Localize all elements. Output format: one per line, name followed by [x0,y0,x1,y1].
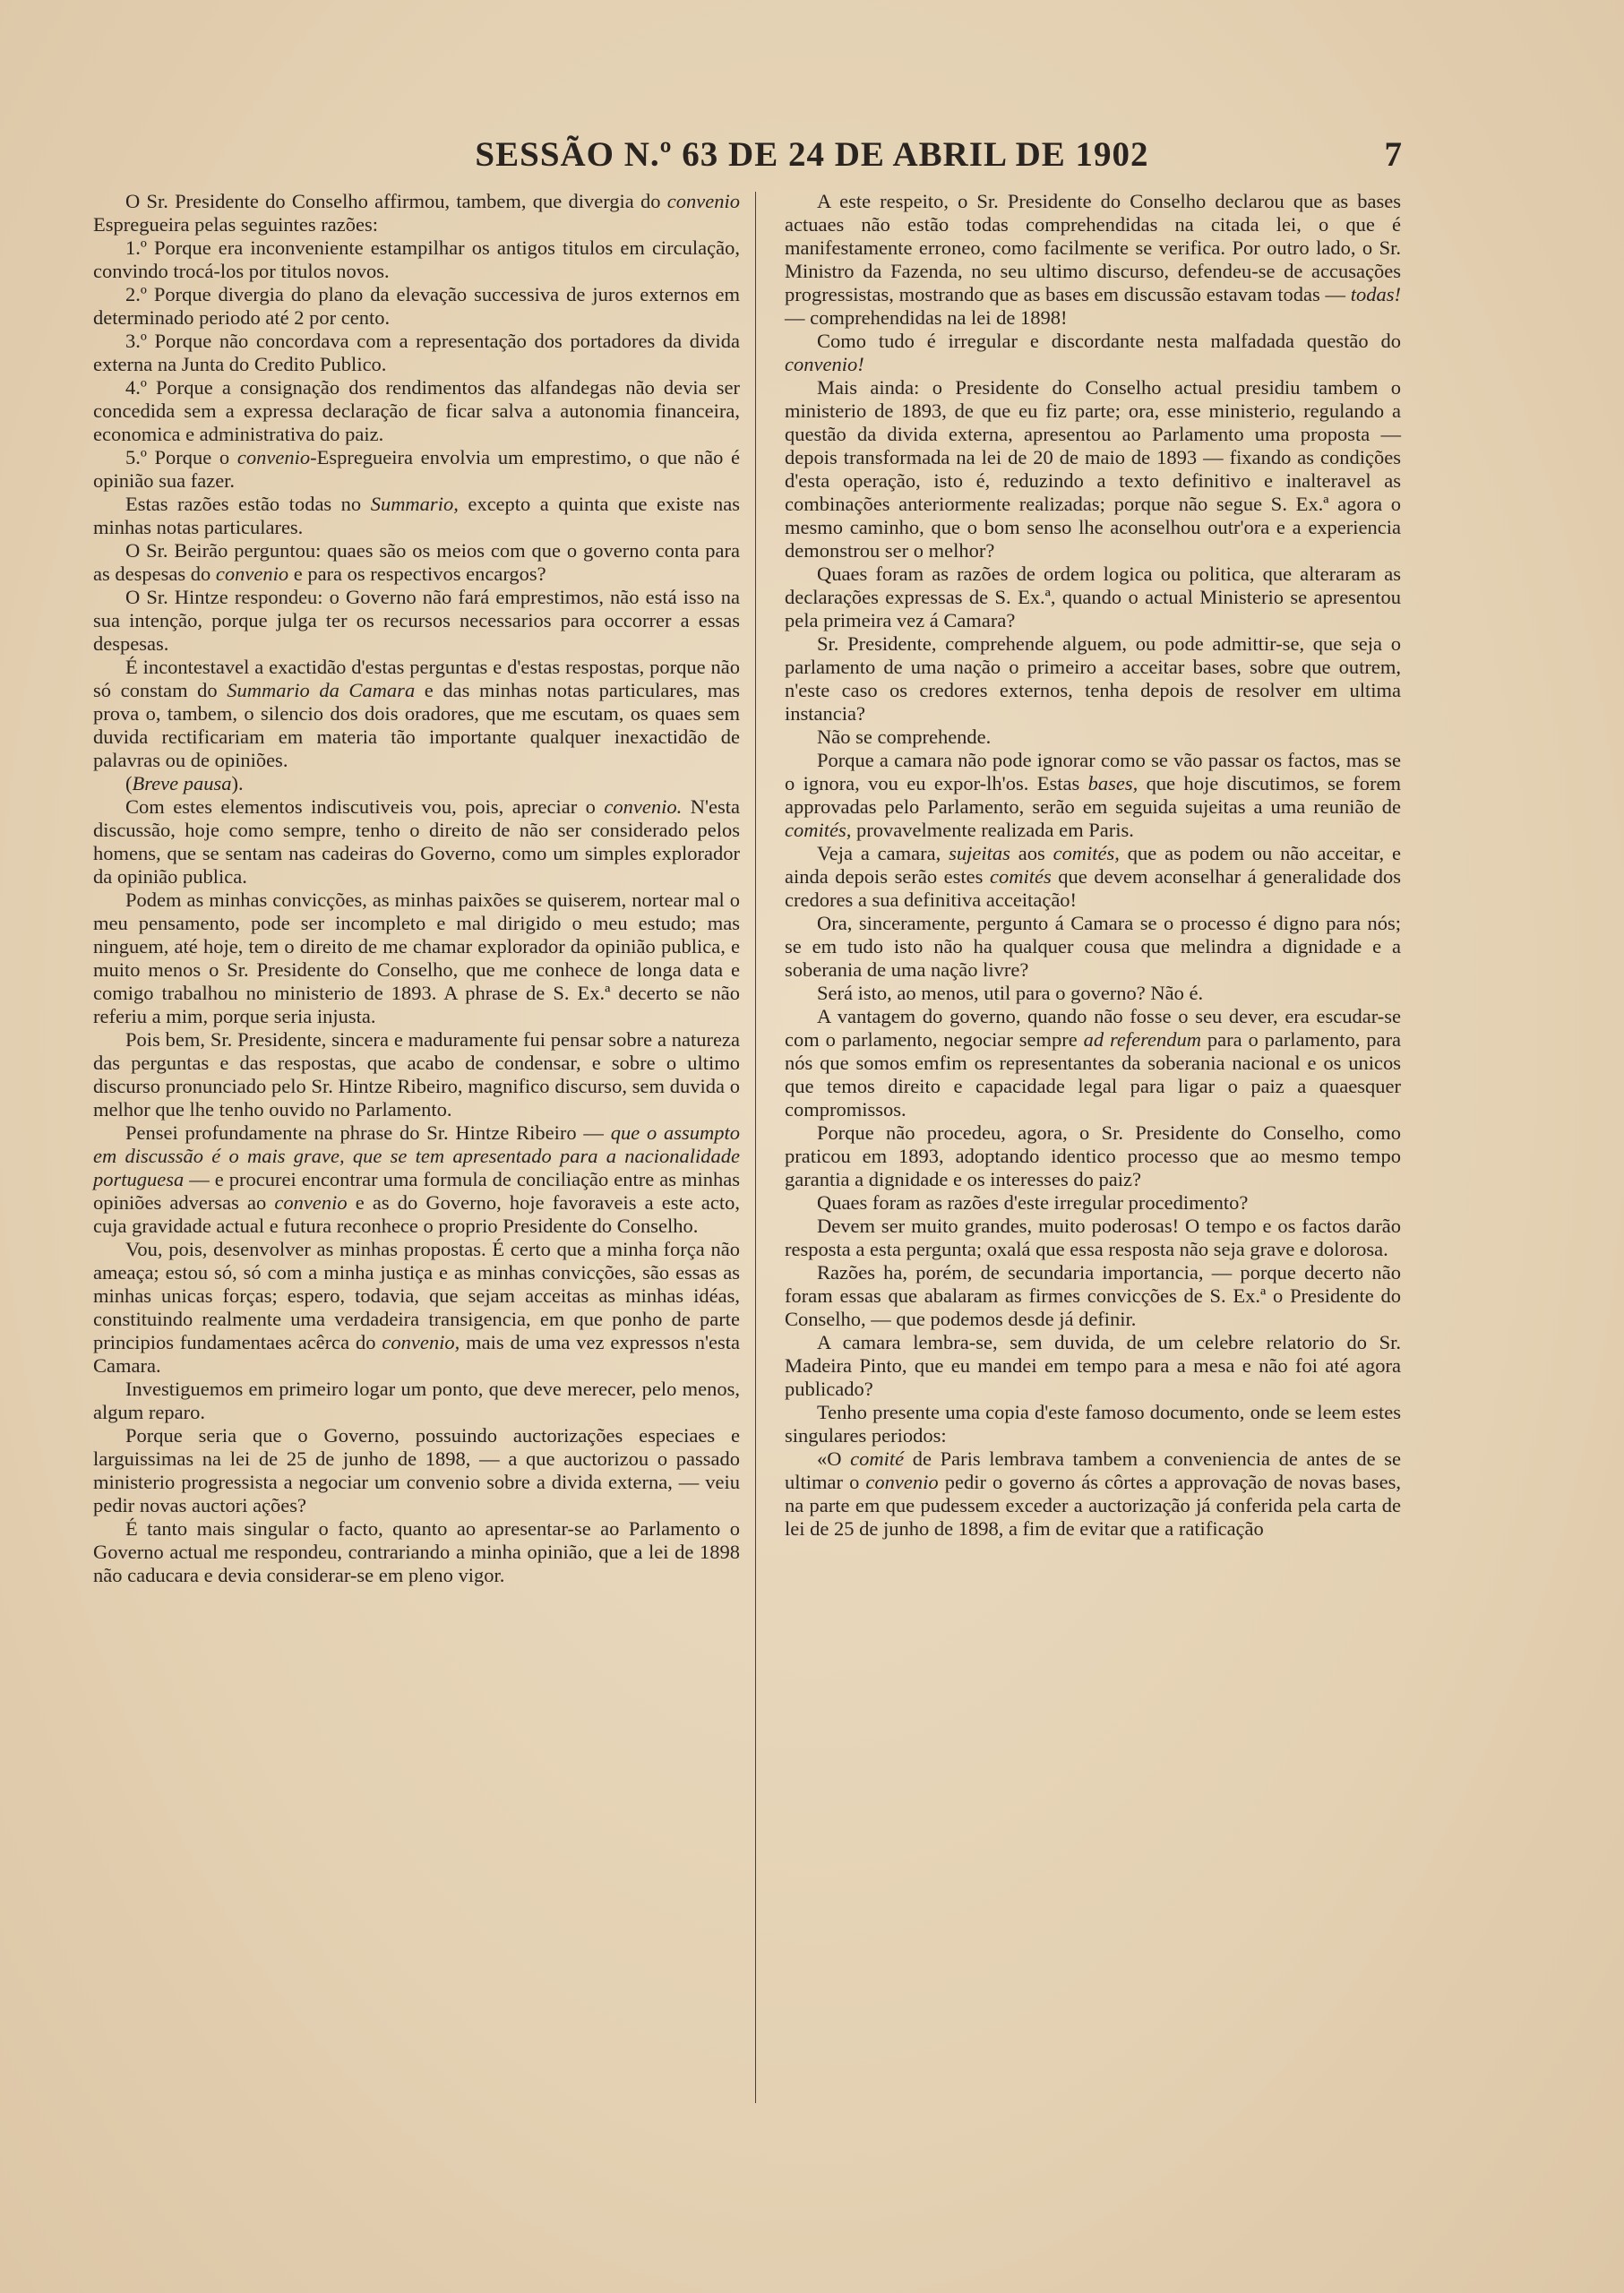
paragraph: Veja a camara, sujeitas aos comités, que as podem ou não acceitar, e ainda depois serão estes comités que devem aconselhar á generalidade dos credores a sua definitiva acceitação! [785,842,1401,911]
paragraph: A camara lembra-se, sem duvida, de um celebre relatorio do Sr. Madeira Pinto, que eu mandei em tempo para a mesa e não foi até agora publicado? [785,1331,1401,1400]
page-number: 7 [1384,135,1402,174]
paragraph: Ora, sinceramente, pergunto á Camara se o processo é digno para nós; se em tudo isto não ha qualquer cousa que melindra a dignidade e a soberania de uma nação livre? [785,912,1401,981]
paragraph: Devem ser muito grandes, muito poderosas! O tempo e os factos darão resposta a esta pergunta; oxalá que essa resposta não seja grave e dolorosa. [785,1215,1401,1260]
paragraph: Pensei profundamente na phrase do Sr. Hintze Ribeiro — que o assumpto em discussão é o mais grave, que se tem apresentado para a nacionalidade portuguesa — e procurei encontrar uma formula de conciliação entre as minhas opiniões adversas ao convenio e as do Governo, hoje favoraveis a este acto, cuja gravidade actual e futura reconhece o proprio Presidente do Conselho. [93,1121,740,1237]
paragraph: É incontestavel a exactidão d'estas perguntas e d'estas respostas, porque não só constam do Summario da Camara e das minhas notas particulares, mas prova o, tambem, o silencio dos dois oradores, que me escutam, os quaes sem duvida rectificariam em materia tão importante qualquer inexactidão de palavras ou de opiniões. [93,656,740,771]
paragraph: Quaes foram as razões d'este irregular procedimento? [817,1191,1249,1214]
paragraph: É tanto mais singular o facto, quanto ao apresentar-se ao Parlamento o Governo actual me respondeu, contrariando a minha opinião, que a lei de 1898 não caducara e devia considerar-se em pleno vigor. [93,1517,740,1586]
paragraph: Quaes foram as razões de ordem logica ou politica, que alteraram as declarações expressas de S. Ex.ª, quando o actual Ministerio se apresentou pela primeira vez á Camara? [785,563,1401,631]
session-title: SESSÃO N.º 63 DE 24 DE ABRIL DE 1902 [475,135,1149,174]
paragraph: 2.º Porque divergia do plano da elevação successiva de juros externos em determinado periodo até 2 por cento. [93,283,740,329]
page-header [0,134,1624,188]
paragraph: «O comité de Paris lembrava tambem a conveniencia de antes de se ultimar o convenio pedir o governo ás côrtes a approvação de novas bases, na parte em que pudessem exceder a auctorização já conferida pela carta de lei de 25 de junho de 1898, a fim de evitar que a ratificação [785,1447,1401,1540]
paragraph: 4.º Porque a consignação dos rendimentos das alfandegas não devia ser concedida sem a expressa declaração de ficar salva a autonomia financeira, economica e administrativa do paiz. [93,376,740,445]
paragraph: Mais ainda: o Presidente do Conselho actual presidiu tambem o ministerio de 1893, de que eu fiz parte; ora, esse ministerio, regulando a questão da divida externa, apresentou ao Parlamento uma proposta — depois transformada na lei de 20 de maio de 1893 — fixando as condições d'esta operação, isto é, reduzindo a texto definitivo e inalteravel as combinações anteriormente realizadas; porque não segue S. Ex.ª agora o mesmo caminho, que o bom senso lhe aconselhou outr'ora e a experiencia demonstrou ser o melhor? [785,376,1401,562]
paragraph: Razões ha, porém, de secundaria importancia, — porque decerto não foram essas que abalaram as firmes convicções de S. Ex.ª o Presidente do Conselho, — que podemos desde já definir. [785,1261,1401,1330]
paragraph: O Sr. Beirão perguntou: quaes são os meios com que o governo conta para as despesas do convenio e para os respectivos encargos? [93,539,740,585]
paragraph: Sr. Presidente, comprehende alguem, ou pode admittir-se, que seja o parlamento de uma nação o primeiro a acceitar bases, sobre que outrem, n'este caso os credores externos, tenha depois de resolver em ultima instancia? [785,632,1401,725]
paragraph: Porque não procedeu, agora, o Sr. Presidente do Conselho, como praticou em 1893, adoptando identico processo que ao mesmo tempo garantia a dignidade e os interesses do paiz? [785,1121,1401,1190]
paragraph: Vou, pois, desenvolver as minhas propostas. É certo que a minha força não ameaça; estou só, só com a minha justiça e as minhas convicções, são essas as minhas unicas forças; espero, todavia, que sejam acceitas as minhas idéas, constituindo realmente uma verdadeira transigencia, em que ponho de parte principios fundamentaes acêrca do convenio, mais de uma vez expressos n'esta Camara. [93,1238,740,1377]
paragraph: Podem as minhas convicções, as minhas paixões se quiserem, nortear mal o meu pensamento, pode ser incompleto e mal dirigido o meu estudo; mas ninguem, até hoje, tem o direito de me chamar explorador da opinião publica, e muito menos o Sr. Presidente do Conselho, que me conhece de longa data e comigo trabalhou no ministerio de 1893. A phrase de S. Ex.ª decerto se não referiu a mim, porque seria injusta. [93,889,740,1027]
paragraph: A este respeito, o Sr. Presidente do Conselho declarou que as bases actuaes não estão todas comprehendidas na citada lei, o que é manifestamente erroneo, como facilmente se verifica. Por outro lado, o Sr. Ministro da Fazenda, no seu ultimo discurso, defendeu-se de accusações progressistas, mostrando que as bases em discussão estavam todas — todas! — comprehendidas na lei de 1898! [785,190,1401,329]
paragraph: Tenho presente uma copia d'este famoso documento, onde se leem estes singulares periodos: [785,1401,1401,1447]
paragraph: Com estes elementos indiscutiveis vou, pois, apreciar o convenio. N'esta discussão, hoje como sempre, tenho o direito de não ser considerado pelos homens, que se sentam nas cadeiras do Governo, como um simples explorador da opinião publica. [93,795,740,888]
paragraph: 3.º Porque não concordava com a representação dos portadores da divida externa na Junta do Credito Publico. [93,330,740,375]
paragraph: (Breve pausa). [125,772,244,794]
paragraph: 5.º Porque o convenio-Espregueira envolvia um emprestimo, o que não é opinião sua fazer. [93,446,740,492]
paragraph: Porque a camara não pode ignorar como se vão passar os factos, mas se o ignora, vou eu expor-lh'os. Estas bases, que hoje discutimos, se forem approvadas pelo Parlamento, serão em seguida sujeitas a uma reunião de comités, provavelmente realizada em Paris. [785,749,1402,841]
paragraph: A vantagem do governo, quando não fosse o seu dever, era escudar-se com o parlamento, negociar sempre ad referendum para o parlamento, para nós que somos emfim os representantes da soberania nacional e os unicos que temos direito e capacidade legal para ligar o paiz a quaesquer compromissos. [785,1005,1401,1121]
paragraph: Será isto, ao menos, util para o governo? Não é. [817,982,1204,1004]
paragraph: Como tudo é irregular e discordante nesta malfadada questão do convenio! [785,330,1401,375]
paragraph: Estas razões estão todas no Summario, excepto a quinta que existe nas minhas notas particulares. [93,493,740,538]
paragraph: O Sr. Hintze respondeu: o Governo não fará emprestimos, não está isso na sua intenção, porque julga ter os recursos necessarios para occorrer a essas despesas. [93,586,740,655]
paragraph: O Sr. Presidente do Conselho affirmou, tambem, que divergia do convenio Espregueira pelas seguintes razões: [93,190,740,236]
paragraph: Investiguemos em primeiro logar um ponto, que deve merecer, pelo menos, algum reparo. [93,1378,740,1423]
right-column [785,190,1401,1541]
paragraph: Não se comprehende. [817,726,992,748]
paragraph: Porque seria que o Governo, possuindo auctorizações especiaes e larguissimas na lei de 25 de junho de 1898, — a que auctorizou o passado ministerio progressista a negociar um convenio sobre a divida externa, — veiu pedir novas auctori ações? [93,1424,740,1516]
column-divider [755,192,756,2103]
paragraph: 1.º Porque era inconveniente estampilhar os antigos titulos em circulação, convindo trocá-los por titulos novos. [93,236,740,282]
left-column [93,190,740,1587]
paragraph: Pois bem, Sr. Presidente, sincera e maduramente fui pensar sobre a natureza das perguntas e das respostas, que acabo de condensar, e sobre o ultimo discurso pronunciado pelo Sr. Hintze Ribeiro, magnifico discurso, sem duvida o melhor que lhe tenho ouvido no Parlamento. [93,1028,740,1121]
